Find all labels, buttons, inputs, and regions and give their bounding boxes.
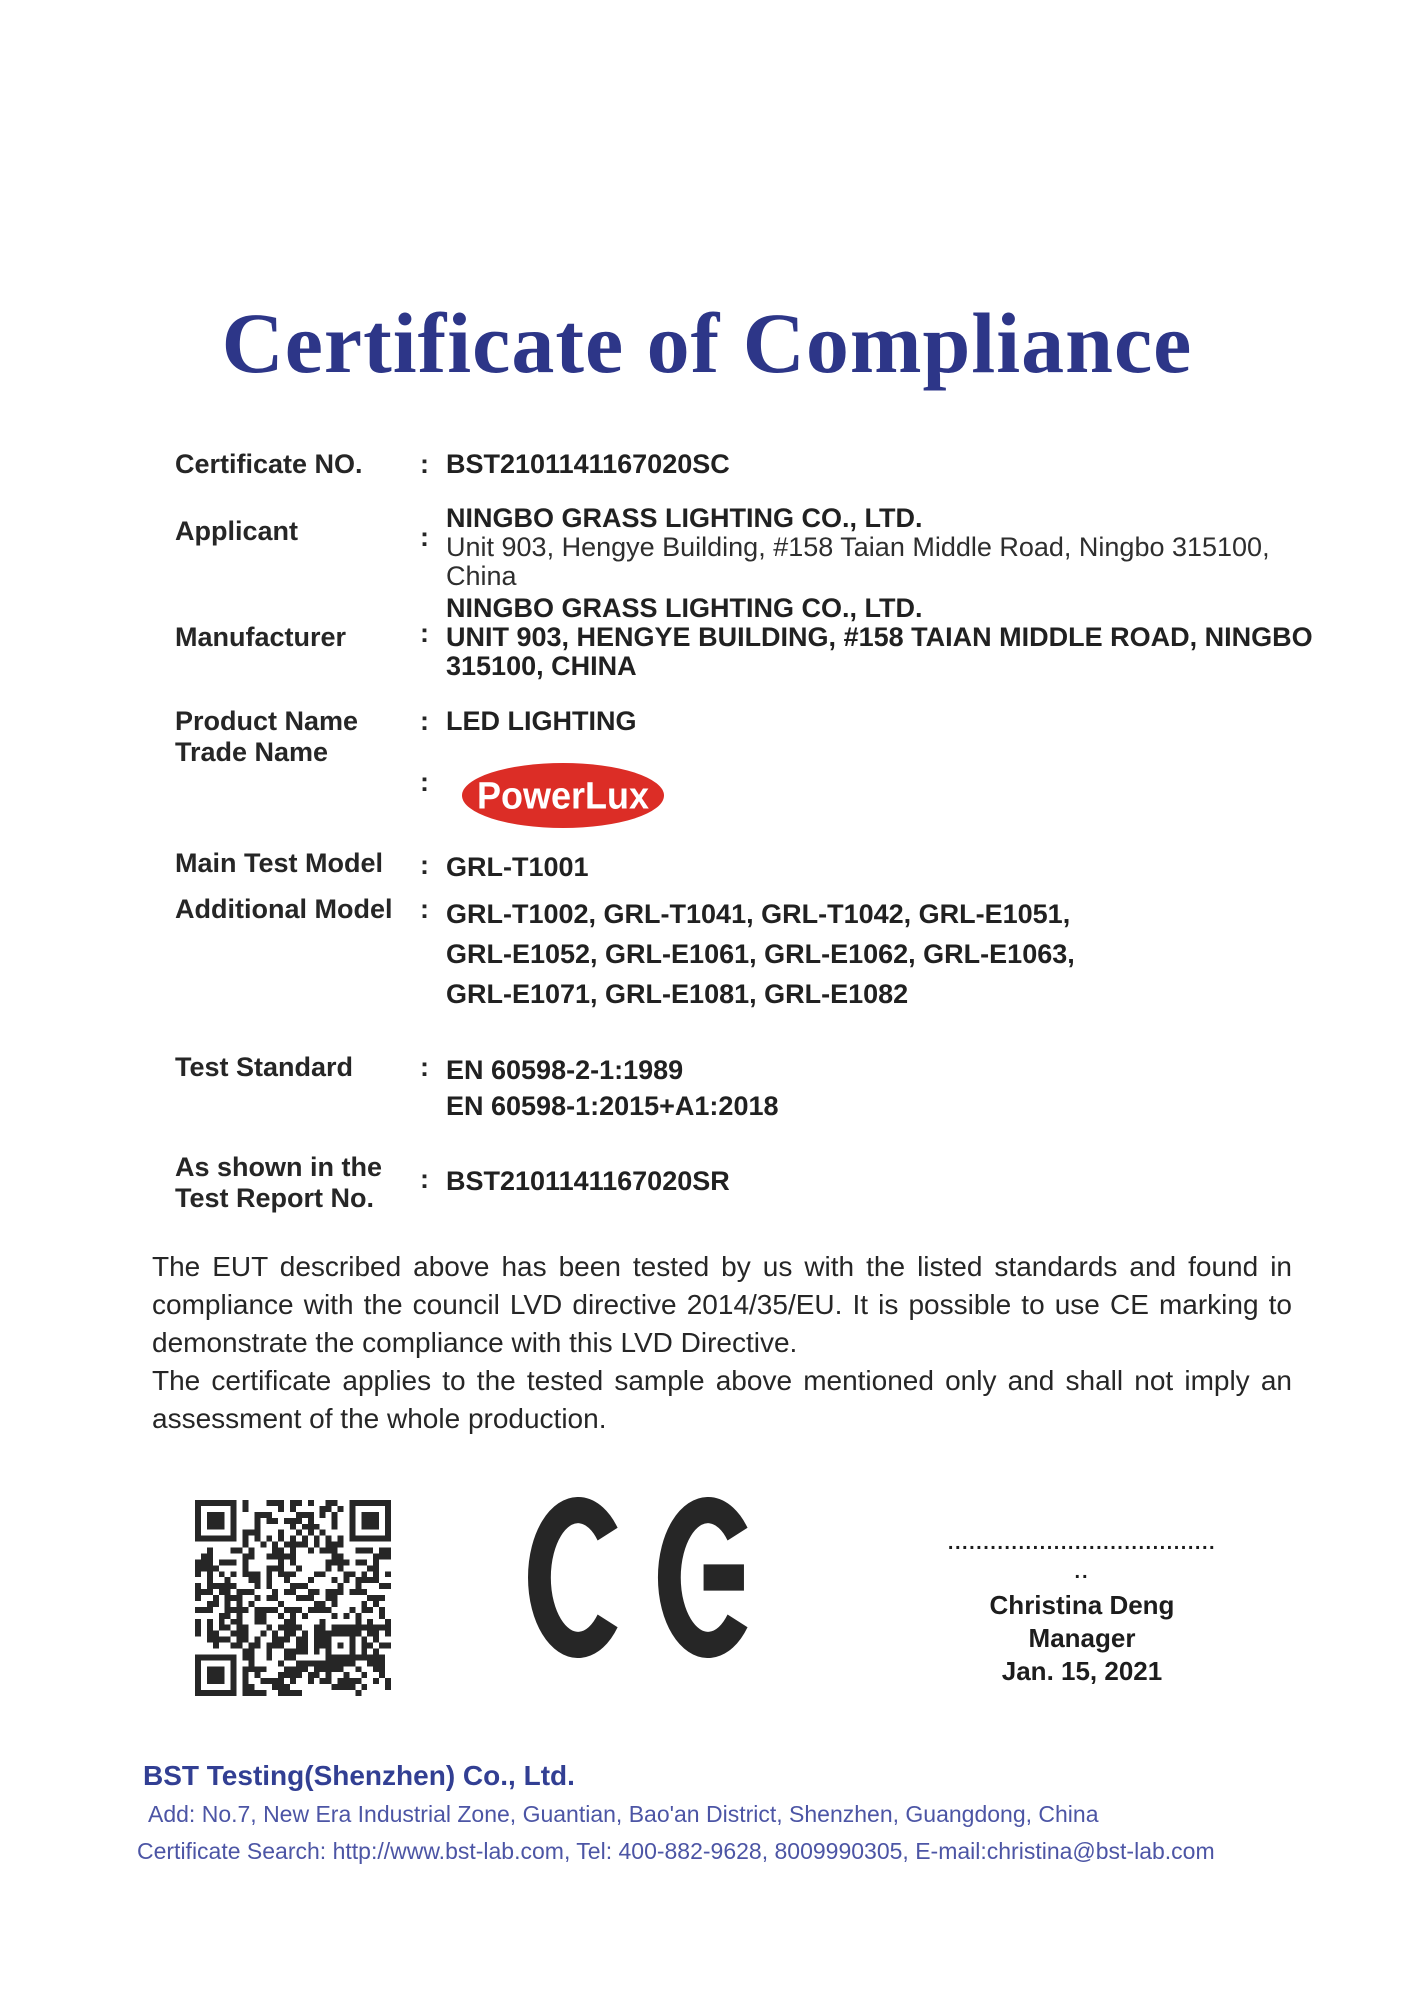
product-name-value: LED LIGHTING [446,706,637,736]
certificate-no-colon: : [420,449,429,479]
manufacturer-address-1: UNIT 903, HENGYE BUILDING, #158 TAIAN MIDDLE ROAD, NINGBO [446,622,1313,652]
applicant-value [446,504,1270,591]
footer-company-name: BST Testing(Shenzhen) Co., Ltd. [143,1760,575,1791]
ce-mark-icon [528,1497,758,1658]
applicant-company: NINGBO GRASS LIGHTING CO., LTD. [446,503,923,533]
footer-address: Add: No.7, New Era Industrial Zone, Guantian, Bao'an District, Shenzhen, Guangdong, China [148,1801,1099,1827]
manufacturer-label: Manufacturer [175,622,347,652]
signature-dotted-line: ...................................... [947,1532,1217,1554]
statement-paragraph-2: The certificate applies to the tested sample above mentioned only and shall not imply an assessment of the whole production. [152,1365,1292,1434]
applicant-address-1: Unit 903, Hengye Building, #158 Taian Middle Road, Ningbo 315100, [446,532,1270,562]
signer-name: Christina Deng [989,1590,1175,1620]
main-test-model-colon: : [420,850,429,880]
main-test-model-value: GRL-T1001 [446,852,589,882]
signer-role: Manager [1028,1623,1136,1653]
certificate-no-label: Certificate NO. [175,449,363,479]
compliance-statement [152,1248,1292,1438]
test-report-value: BST2101141167020SR [446,1166,730,1196]
statement-paragraph-1: The EUT described above has been tested by us with the listed standards and found in compliance with the council LVD directive 2014/35/EU. It is possible to use CE marking to demonstrate the compliance with this LVD Directive. [152,1251,1292,1358]
test-report-label [175,1152,382,1214]
signature-block [930,1532,1234,1688]
powerlux-logo [462,763,664,828]
test-standard-label: Test Standard [175,1052,354,1082]
test-report-label-line-1: As shown in the [175,1152,383,1182]
test-report-colon: : [420,1164,429,1194]
additional-model-value [446,894,1075,1014]
product-name-label: Product Name [175,706,359,736]
main-test-model-label: Main Test Model [175,848,384,878]
applicant-address-2: China [446,561,517,591]
page-title: Certificate of Compliance [221,295,1193,391]
trade-name-colon: : [420,767,429,797]
additional-model-label: Additional Model [175,894,393,924]
additional-model-colon: : [420,894,429,924]
additional-model-line-3: GRL-E1071, GRL-E1081, GRL-E1082 [446,979,909,1009]
qr-code-icon [195,1500,391,1696]
additional-model-line-2: GRL-E1052, GRL-E1061, GRL-E1062, GRL-E1063, [446,939,1075,969]
signature-date: Jan. 15, 2021 [1001,1656,1163,1686]
additional-model-line-1: GRL-T1002, GRL-T1041, GRL-T1042, GRL-E1051, [446,899,1071,929]
applicant-label: Applicant [175,516,299,546]
test-standard-colon: : [420,1052,429,1082]
manufacturer-colon: : [420,618,429,648]
test-standard-line-1: EN 60598-2-1:1989 [446,1055,684,1085]
signature-small-dots: .. [1074,1561,1090,1583]
powerlux-logo-text: PowerLux [476,773,650,817]
applicant-colon: : [420,522,429,552]
manufacturer-value [446,594,1313,681]
manufacturer-address-2: 315100, CHINA [446,651,637,681]
test-report-label-line-2: Test Report No. [175,1183,375,1213]
manufacturer-company: NINGBO GRASS LIGHTING CO., LTD. [446,593,923,623]
product-name-colon: : [420,706,429,736]
trade-name-label: Trade Name [175,737,329,767]
test-standard-value [446,1052,779,1124]
footer-contact: Certificate Search: http://www.bst-lab.com, Tel: 400-882-9628, 8009990305, E-mail:christina@bst-lab.com [137,1838,1215,1864]
ce-letter-c [539,1510,607,1645]
certificate-no-value: BST2101141167020SC [446,449,730,479]
test-standard-line-2: EN 60598-1:2015+A1:2018 [446,1091,779,1121]
